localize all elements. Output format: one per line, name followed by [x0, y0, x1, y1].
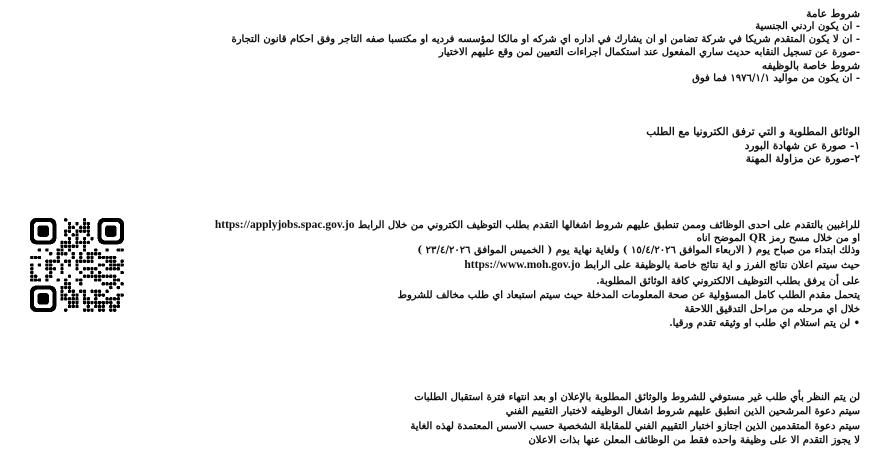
- special-conditions-title: شروط خاصة بالوظيفه: [761, 60, 860, 72]
- document-item-1: ١- صورة عن شهادة البورد: [744, 140, 860, 152]
- note-line-4: لا يجوز التقدم الا على وظيفة واحده فقط من الوظائف المعلن عنها بذات الاعلان: [528, 435, 860, 446]
- documents-title: الوثائق المطلوبة و التي ترفق الكترونيا مع الطلب: [646, 126, 860, 138]
- apply-line-1-text: للراغبين بالتقدم على احدى الوظائف وممن تنطبق عليهم شروط اشغالها التقدم بطلب التوظيف الكتروني من خلال الرابط: [357, 220, 860, 231]
- note-line-3: سيتم دعوة المتقدمين الذين اجتازو اختبار التقييم الفني للمقابلة الشخصية حسب الاسس المعتمدة لهذه الغاية: [410, 421, 860, 432]
- note-line-2: سيتم دعوة المرشحين الذين انطبق عليهم شروط اشغال الوظيفه لاختبار التقييم الفني: [505, 406, 860, 417]
- note-line-1: لن يتم النظر بأي طلب غير مستوفي للشروط والوثائق المطلوبة بالإعلان او بعد انتهاء فترة استقبال الطلبات: [414, 392, 860, 403]
- apply-line-5: على أن يرفق بطلب التوظيف الالكتروني كافة الوثائق المطلوبة.: [596, 276, 860, 287]
- apply-line-1: [215, 219, 860, 232]
- apply-line-4: [464, 259, 860, 272]
- apply-line-4-text: حيث سيتم اعلان نتائج الفرز و اية نتائج خاصة بالوظيفة على الرابط: [583, 260, 860, 271]
- apply-line-6: يتحمل مقدم الطلب كامل المسؤولية عن صحة المعلومات المدخلة حيث سيتم استبعاد اي طلب مخالف للشروط: [397, 290, 860, 301]
- general-condition-3: -صورة عن تسجيل النقابه حديث ساري المفعول عند استكمال اجراءات التعيين لمن وقع عليهم الاختيار: [438, 47, 860, 58]
- apply-line-3: وذلك ابتداء من صباح يوم ( الاربعاء الموافق ١٥/٤/٢٠٢٦ ) ولغاية نهاية يوم ( الخميس الموافق ٢٣/٤/٢٠٢٦ ): [417, 245, 860, 256]
- general-condition-1: - ان يكون اردني الجنسية: [755, 21, 860, 32]
- general-conditions-title: شروط عامة: [806, 8, 860, 20]
- apply-line-7: خلال اي مرحله من مراحل التدقيق اللاحقة: [684, 304, 860, 315]
- results-link[interactable]: https://www.moh.gov.jo: [464, 259, 581, 271]
- special-condition-1: - ان يكون من مواليد ١٩٧٦/١/١ فما فوق: [692, 73, 860, 84]
- apply-link[interactable]: https://applyjobs.spac.gov.jo: [214, 219, 355, 231]
- apply-line-2: او من خلال مسح رمز QR الموضح اناه: [696, 233, 860, 244]
- document-item-2: ٢-صورة عن مزاولة المهنة: [745, 153, 860, 165]
- qr-code-icon[interactable]: [30, 218, 124, 312]
- apply-line-8: • لن يتم استلام اي طلب او وثيقه تقدم ورقيا.: [669, 318, 860, 329]
- general-condition-2: - ان لا يكون المتقدم شريكا في شركة تضامن او ان يشارك في اداره اي شركه او مالكا لمؤسسه فرديه او مكتسبا صفه التاجر وفق احكام قانون التجارة: [231, 34, 860, 45]
